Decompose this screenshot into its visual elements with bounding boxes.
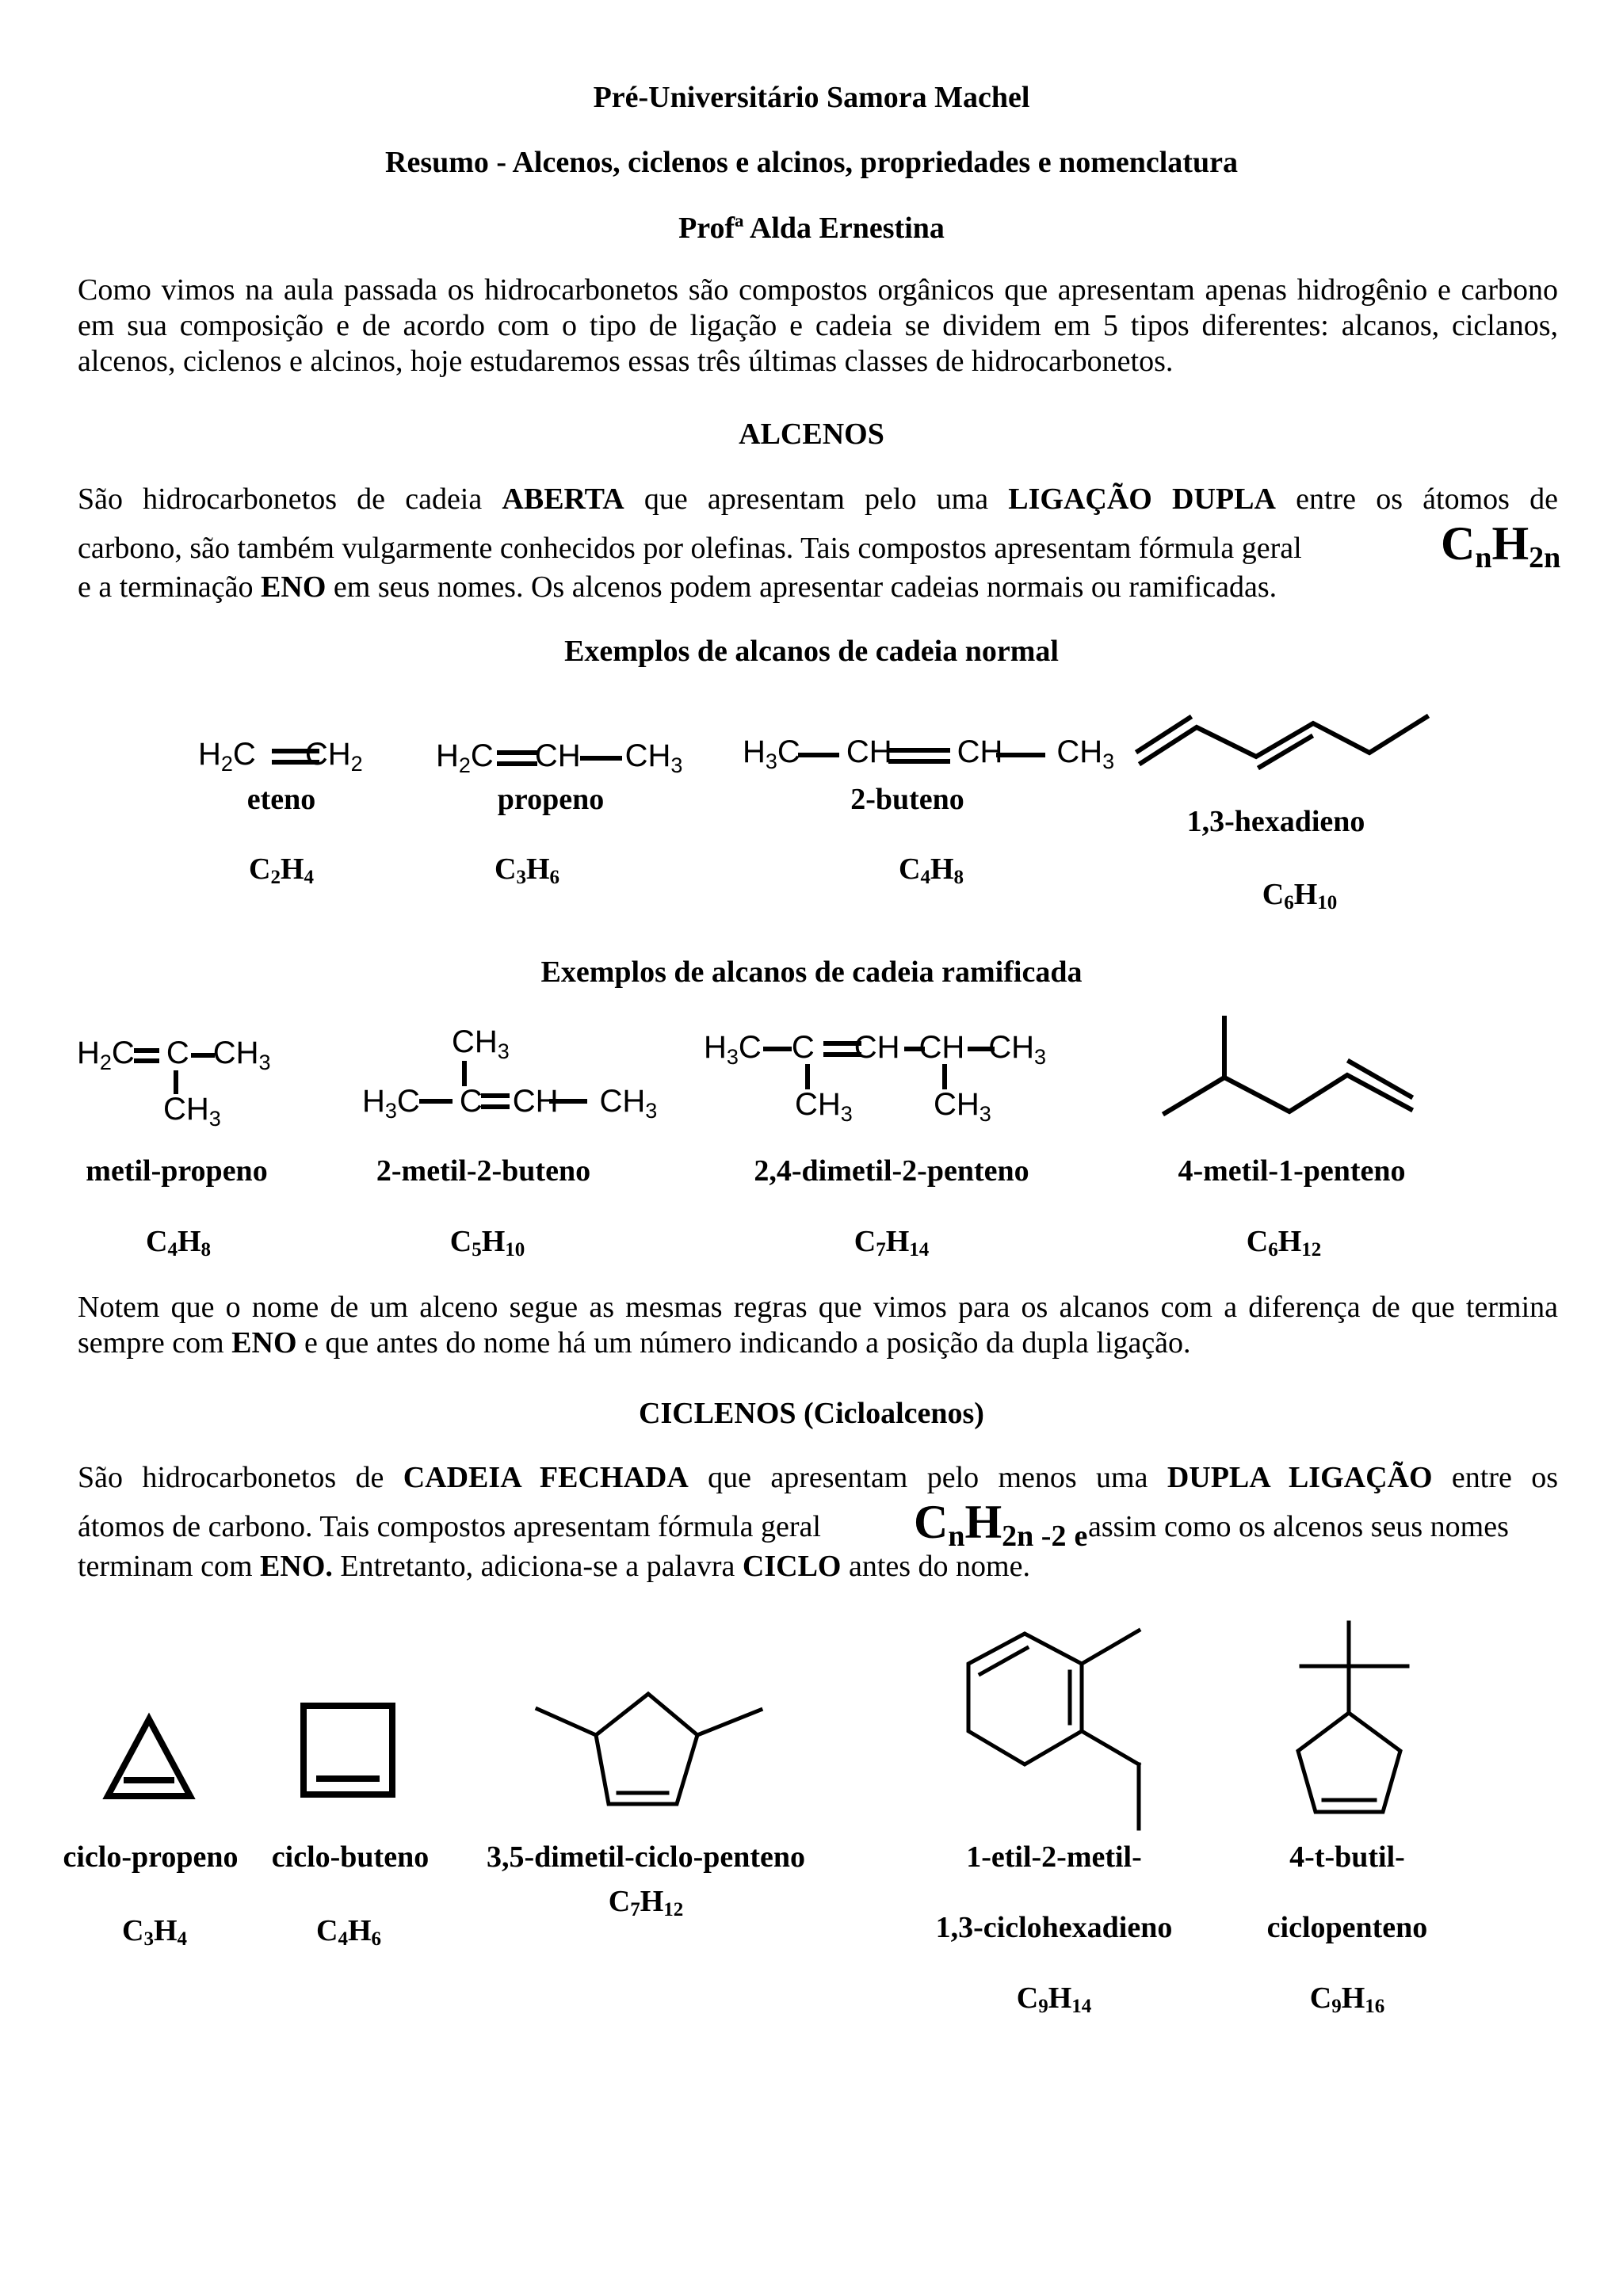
etilmetilciclohexadieno-name-2: 1,3-ciclohexadieno <box>935 1911 1173 1944</box>
propeno-formula: $C_3H_6$ <box>494 852 559 888</box>
buteno-name: 2-buteno <box>850 783 964 816</box>
alceno-general-formula: $C_nH_{2n}$ <box>1441 517 1561 574</box>
dimetilpenteno-name: 2,4-dimetil-2-penteno <box>754 1154 1029 1188</box>
alcenos-line-3: e a terminação ENO em seus nomes. Os alcenos podem apresentar cadeias normais ou ramificadas. <box>78 570 1277 604</box>
hexadieno-formula: $C_6H_{10}$ <box>1262 878 1338 913</box>
normal-chain-title: Exemplos de alcanos de cadeia normal <box>564 635 1059 668</box>
alcenos-heading: ALCENOS <box>739 418 884 451</box>
intro-paragraph: Como vimos na aula passada os hidrocarbonetos são compostos orgânicos que apresentam apenas hidrogênio e carbono em sua composição e de acordo com o tipo de ligação e cadeia se dividem em 5 tipos diferentes: alcanos, ciclanos, alcenos, ciclenos e alcinos, hoje estudaremos essas três últimas classes de hidrocarbonetos. <box>78 273 1558 378</box>
dimetilciclopenteno-ring <box>537 1694 761 1804</box>
branched-chain-title: Exemplos de alcanos de cadeia ramificada <box>540 955 1083 989</box>
tbutilciclopenteno-formula: $C_9H_{16}$ <box>1309 1981 1385 2017</box>
tbutilciclopenteno-name-1: 4-t-butil- <box>1289 1840 1405 1874</box>
tbutilciclopenteno-name-2: ciclopenteno <box>1266 1911 1428 1944</box>
metilpropeno-structure: $H_2C$ C $CH_3$ <box>77 1035 271 1074</box>
metilpenteno-skeleton <box>1165 1018 1411 1113</box>
dimetilciclopenteno-name: 3,5-dimetil-ciclo-penteno <box>486 1840 806 1874</box>
ciclobuteno-formula: $C_4H_6$ <box>315 1914 381 1950</box>
ciclenos-line-2-end: assim como os alcenos seus nomes <box>1088 1510 1509 1543</box>
ciclenos-line-2: átomos de carbono. Tais compostos apresentam fórmula geral <box>78 1510 821 1543</box>
eteno-name: eteno <box>246 783 316 816</box>
ciclenos-heading: CICLENOS (Cicloalcenos) <box>639 1397 984 1430</box>
metilpropeno-methyl: $CH_3$ <box>163 1092 221 1131</box>
etilmetilciclohexadieno-formula: $C_9H_{14}$ <box>1016 1981 1092 2017</box>
metilpenteno-name: 4-metil-1-penteno <box>1178 1154 1406 1188</box>
metilbuteno-methyl: $CH_3$ <box>452 1024 510 1063</box>
metilbuteno-name: 2-metil-2-buteno <box>376 1154 591 1188</box>
hexadieno-skeleton <box>1138 717 1426 767</box>
propeno-name: propeno <box>497 783 605 816</box>
metilpropeno-formula: $C_4H_8$ <box>145 1225 211 1261</box>
dimetilpenteno-formula: $C_7H_{14}$ <box>854 1225 930 1261</box>
metilpenteno-formula: $C_6H_{12}$ <box>1246 1225 1322 1261</box>
buteno-formula: $C_4H_8$ <box>898 852 964 888</box>
teacher-name: Profª Alda Ernestina <box>678 212 945 245</box>
ciclopropeno-name: ciclo-propeno <box>63 1840 239 1874</box>
ciclopropeno-ring <box>108 1719 190 1796</box>
metilbuteno-structure: $H_3C$ C CH $CH_3$ <box>362 1084 658 1123</box>
dimetilciclopenteno-formula: $C_7H_{12}$ <box>608 1885 684 1920</box>
metilbuteno-formula: $C_5H_{10}$ <box>449 1225 525 1261</box>
ciclenos-line-3: terminam com ENO. Entretanto, adiciona-se a palavra CICLO antes do nome. <box>78 1550 1030 1583</box>
alcenos-note: Notem que o nome de um alceno segue as mesmas regras que vimos para os alcanos com a diferença de que termina sempre com ENO e que antes do nome há um número indicando a posição da dupla ligação. <box>78 1291 1558 1360</box>
buteno-structure: $H_3C$ CH CH $CH_3$ <box>743 734 1115 773</box>
ciclobuteno-ring <box>304 1706 392 1794</box>
dimetilpenteno-methyl-1: $CH_3$ <box>795 1087 853 1126</box>
cicleno-general-formula: $C_nH_{2n -2}$ $_e$ <box>914 1496 1088 1553</box>
eteno-structure: $H_2C$ $CH_2$ <box>198 737 363 776</box>
tbutilciclopenteno-ring <box>1298 1623 1407 1812</box>
alcenos-line-2: carbono, são também vulgarmente conhecidos por olefinas. Tais compostos apresentam fórmula geral <box>78 532 1302 565</box>
metilpropeno-name: metil-propeno <box>86 1154 268 1188</box>
ciclenos-line-1: São hidrocarbonetos de CADEIA FECHADA que apresentam pelo menos uma DUPLA LIGAÇÃO entre os <box>78 1461 1558 1494</box>
etilmetilciclohexadieno-ring <box>968 1630 1139 1829</box>
propeno-structure: $H_2C$ CH $CH_3$ <box>436 738 683 777</box>
etilmetilciclohexadieno-name-1: 1-etil-2-metil- <box>966 1840 1142 1874</box>
eteno-formula: $C_2H_4$ <box>248 852 314 888</box>
dimetilpenteno-methyl-2: $CH_3$ <box>934 1087 991 1126</box>
hexadieno-name: 1,3-hexadieno <box>1186 805 1365 838</box>
school-name: Pré-Universitário Samora Machel <box>593 81 1030 114</box>
ciclobuteno-name: ciclo-buteno <box>271 1840 430 1874</box>
ciclopropeno-formula: $C_3H_4$ <box>121 1914 187 1950</box>
dimetilpenteno-structure: $H_3C$ C CH CH $CH_3$ <box>704 1030 1047 1069</box>
alcenos-line-1: São hidrocarbonetos de cadeia ABERTA que apresentam pelo uma LIGAÇÃO DUPLA entre os átomos de <box>78 482 1558 516</box>
document-title: Resumo - Alcenos, ciclenos e alcinos, propriedades e nomenclatura <box>385 146 1238 179</box>
